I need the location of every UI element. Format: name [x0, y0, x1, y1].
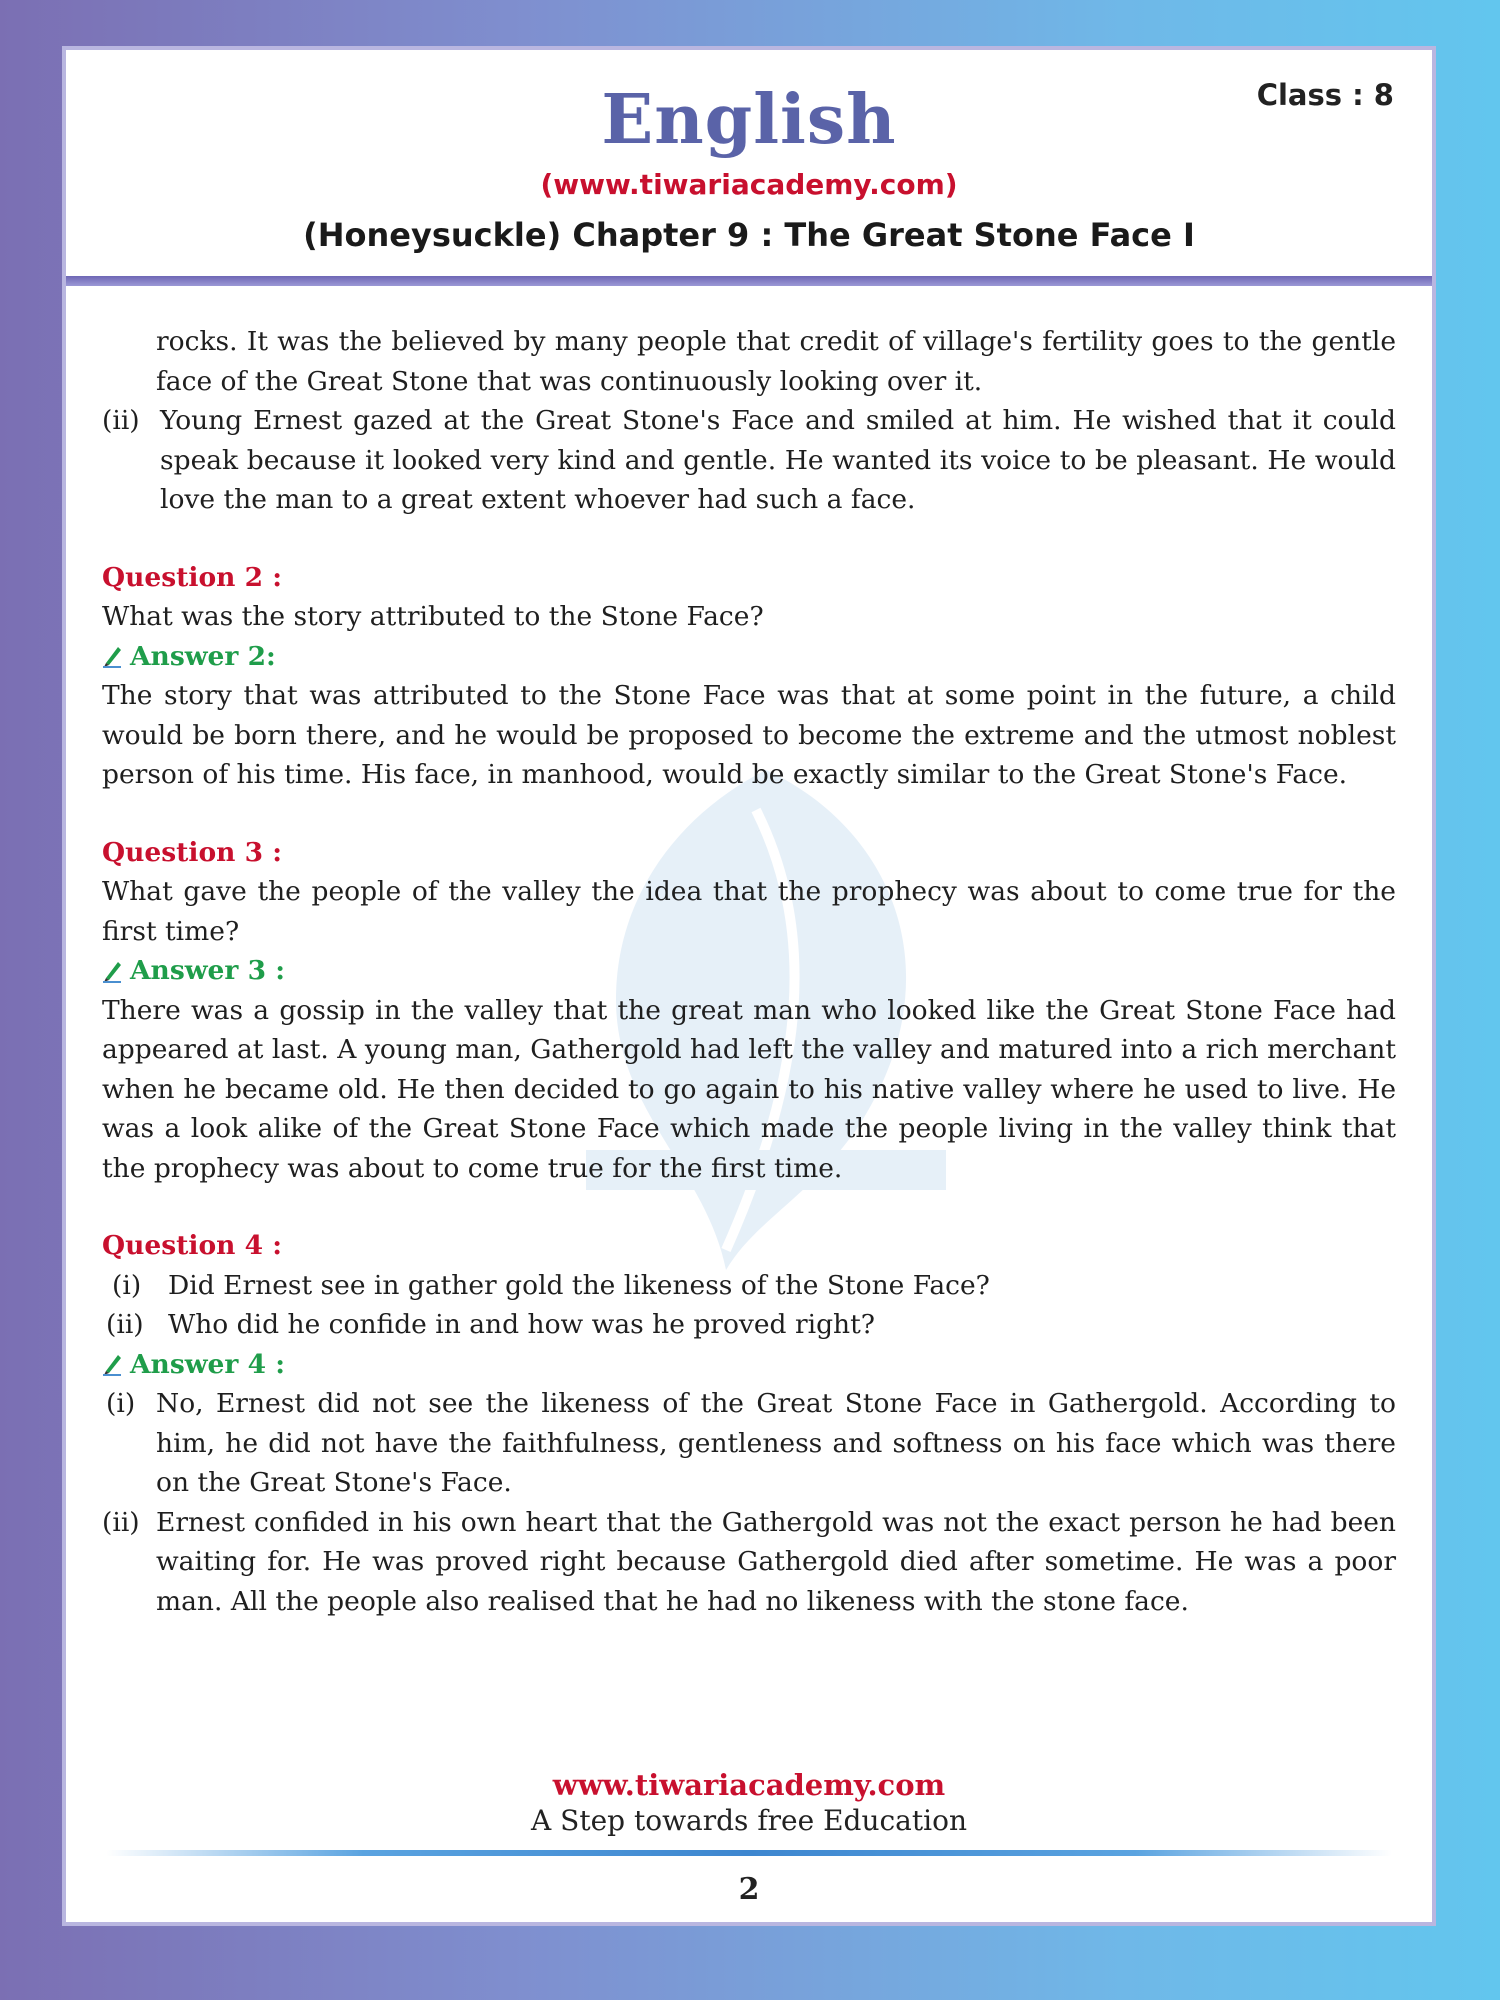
header-divider	[66, 276, 1432, 286]
header-website-link[interactable]: (www.tiwariacademy.com)	[540, 168, 958, 201]
chapter-title: (Honeysuckle) Chapter 9 : The Great Stone Face I	[303, 216, 1195, 254]
class-label: Class : 8	[1256, 78, 1394, 112]
pen-icon	[102, 1351, 124, 1377]
sub-text: Who did he confide in and how was he proved right?	[168, 1309, 875, 1340]
page-number: 2	[738, 1872, 760, 1907]
question-2-heading: Question 2 :	[102, 561, 283, 593]
item-number: (ii)	[102, 405, 140, 436]
sub-number: (i)	[112, 1269, 142, 1301]
answer-4-label: Answer 4 :	[130, 1348, 286, 1380]
question-3-heading: Question 3 :	[102, 836, 283, 868]
question-3-text: What gave the people of the valley the idea that the prophecy was about to come true for the first time?	[102, 876, 1396, 947]
intro-continuation: rocks. It was the believed by many people that credit of village's fertility goes to the gentle face of the Great Stone that was continuously looking over it.	[156, 326, 1396, 397]
question-4-sub-ii	[102, 1305, 1396, 1345]
pen-icon	[102, 643, 124, 669]
answer-2-label: Answer 2:	[130, 640, 276, 672]
answer-4-heading	[102, 1345, 1396, 1385]
footer-divider	[106, 1850, 1392, 1856]
footer-website-link[interactable]: www.tiwariacademy.com	[552, 1768, 946, 1802]
answer-3-label: Answer 3 :	[130, 955, 286, 986]
item-text: Ernest confided in his own heart that the Gathergold was not the exact person he had been waiting for. He was proved right because Gathergold died after sometime. He was a poor man. All the people also realised that he had no likeness with the stone face.	[156, 1506, 1396, 1617]
answer-4-item-ii	[102, 1503, 1396, 1622]
item-text: No, Ernest did not see the likeness of the Great Stone Face in Gathergold. According to him, he did not have the faithfulness, gentleness and softness on his face which was there on the Great Stone's Face.	[156, 1388, 1396, 1498]
pen-icon	[102, 958, 124, 984]
answer-2-text: The story that was attributed to the Stone Face was that at some point in the future, a child would be born there, and he would be proposed to become the extreme and the utmost noblest person of his time. His face, in manhood, would be exactly similar to the Great Stone's Face.	[102, 680, 1396, 790]
sub-text: Did Ernest see in gather gold the likeness of the Stone Face?	[168, 1269, 990, 1301]
question-4-sub-i	[102, 1266, 1396, 1306]
item-text: Young Ernest gazed at the Great Stone's Face and smiled at him. He wished that it could speak because it looked very kind and gentle. He wanted its voice to be pleasant. He would love the man to a great extent whoever had such a face.	[160, 405, 1396, 515]
item-number: (ii)	[102, 1506, 140, 1538]
document-page	[62, 46, 1436, 1926]
page-content	[102, 322, 1396, 1621]
question-2-text: What was the story attributed to the Stone Face?	[102, 601, 764, 632]
sub-number: (ii)	[106, 1309, 144, 1340]
answer-4-item-i	[102, 1384, 1396, 1503]
intro-item-ii	[102, 401, 1396, 520]
page-header	[66, 50, 1432, 282]
page-title: English	[601, 80, 897, 160]
footer-tagline: A Step towards free Education	[531, 1804, 967, 1837]
answer-3-text: There was a gossip in the valley that the great man who looked like the Great Stone Face had appeared at last. A young man, Gathergold had left the valley and matured into a rich merchant when he became old. He then decided to go again to his native valley where he used to live. He was a look alike of the Great Stone Face which made the people living in the valley think that the prophecy was about to come true for the first time.	[102, 994, 1396, 1184]
answer-2-heading	[102, 637, 1396, 677]
question-4-heading: Question 4 :	[102, 1230, 283, 1261]
answer-3-heading	[102, 951, 1396, 991]
item-number: (i)	[106, 1388, 136, 1419]
